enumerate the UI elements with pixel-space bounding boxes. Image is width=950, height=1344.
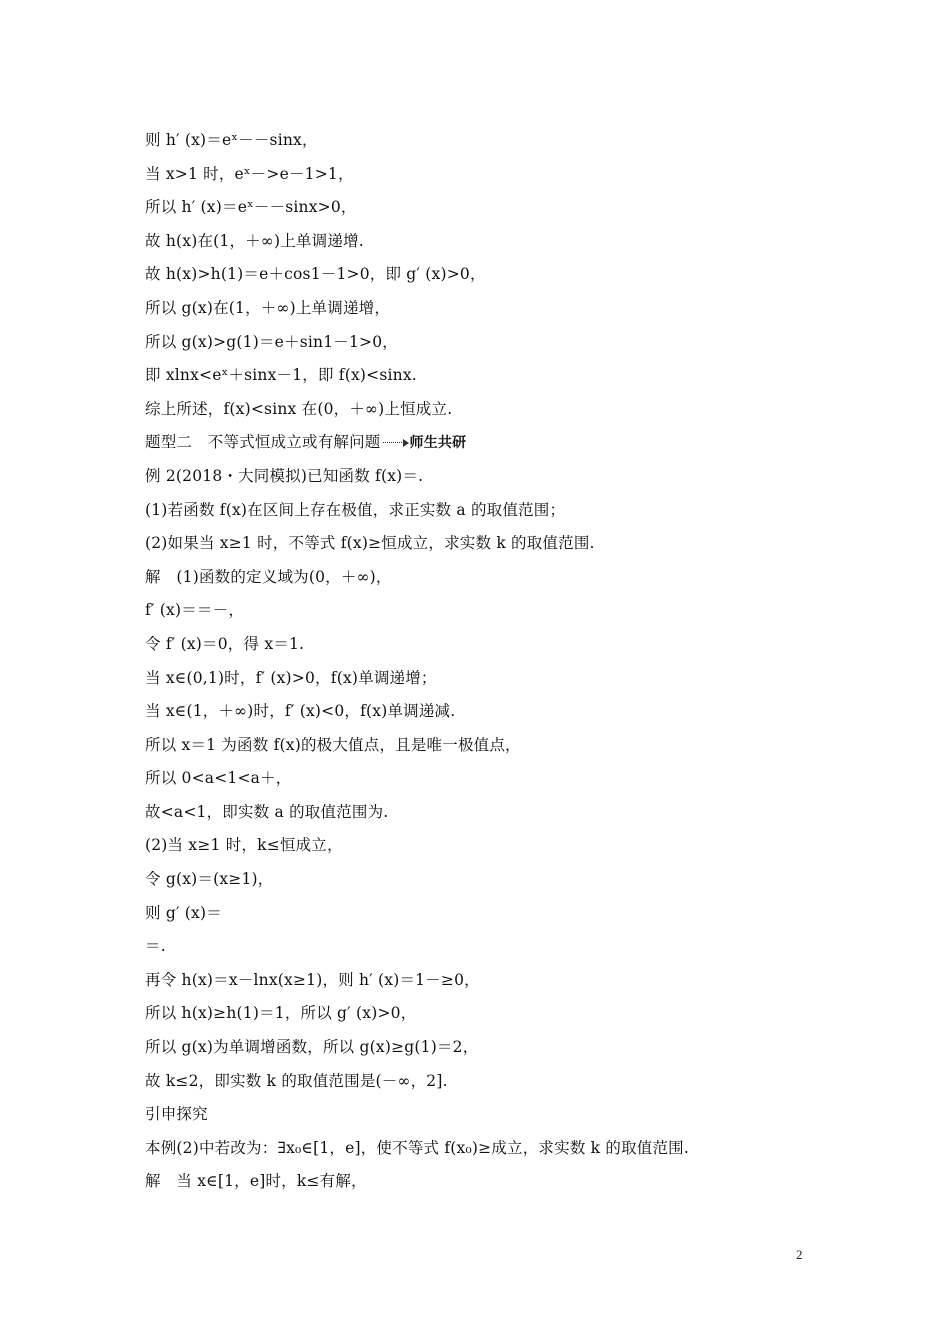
text-line: 所以 h′ (x)＝eˣ－－sinx>0， bbox=[145, 198, 357, 217]
section-tag: 师生共研 bbox=[409, 435, 467, 452]
text-line: ＝. bbox=[145, 937, 166, 956]
text-line: 例 2(2018・大同模拟)已知函数 f(x)＝. bbox=[145, 466, 424, 485]
text-line: 当 x>1 时，eˣ－>e－1>1， bbox=[145, 164, 354, 183]
text-line: 所以 g(x)在(1，＋∞)上单调递增， bbox=[145, 298, 391, 317]
page-number: 2 bbox=[796, 1247, 803, 1262]
section-heading bbox=[145, 426, 845, 460]
text-line: 令 f′ (x)＝0，得 x＝1. bbox=[145, 634, 305, 653]
text-line: 所以 g(x)为单调增函数，所以 g(x)≥g(1)＝2， bbox=[145, 1038, 479, 1057]
text-line: 故 k≤2，即实数 k 的取值范围是(－∞，2]. bbox=[145, 1071, 448, 1090]
text-line: 故 h(x)在(1，＋∞)上单调递增. bbox=[145, 231, 364, 250]
text-line: (2)当 x≥1 时，k≤恒成立， bbox=[145, 836, 343, 855]
text-line: f′ (x)＝＝－， bbox=[145, 601, 245, 620]
dotted-arrow-icon bbox=[383, 438, 409, 448]
text-line: 令 g(x)＝(x≥1)， bbox=[145, 870, 274, 889]
subsection-heading: 引申探究 bbox=[145, 1105, 208, 1124]
text-line: (1)若函数 f(x)在区间上存在极值，求正实数 a 的取值范围； bbox=[145, 500, 566, 519]
text-line: (2)如果当 x≥1 时，不等式 f(x)≥恒成立，求实数 k 的取值范围. bbox=[145, 534, 595, 553]
text-line: 故 h(x)>h(1)＝e＋cos1－1>0，即 g′ (x)>0， bbox=[145, 265, 486, 284]
text-line: 所以 h(x)≥h(1)＝1，所以 g′ (x)>0， bbox=[145, 1004, 417, 1023]
text-line: 解 当 x∈[1，e]时，k≤有解， bbox=[145, 1172, 367, 1191]
text-line: 本例(2)中若改为：∃x₀∈[1，e]，使不等式 f(x₀)≥成立，求实数 k 的取值范围. bbox=[145, 1138, 689, 1157]
text-line: 当 x∈(0,1)时，f′ (x)>0，f(x)单调递增； bbox=[145, 668, 437, 687]
section-heading-text: 题型二 不等式恒成立或有解问题 bbox=[145, 433, 381, 452]
text-line: 综上所述，f(x)<sinx 在(0，＋∞)上恒成立. bbox=[145, 399, 453, 418]
text-line: 即 xlnx<eˣ＋sinx－1，即 f(x)<sinx. bbox=[145, 366, 417, 385]
text-line: 所以 x＝1 为函数 f(x)的极大值点，且是唯一极值点， bbox=[145, 735, 521, 754]
text-line: 则 g′ (x)＝ bbox=[145, 903, 222, 922]
text-line: 当 x∈(1，＋∞)时，f′ (x)<0，f(x)单调递减. bbox=[145, 702, 456, 721]
text-line: 所以 g(x)>g(1)＝e＋sin1－1>0， bbox=[145, 332, 398, 351]
text-line: 再令 h(x)＝x－lnx(x≥1)，则 h′ (x)＝1－≥0， bbox=[145, 970, 480, 989]
page-content bbox=[145, 124, 845, 1199]
text-line: 解 (1)函数的定义域为(0，＋∞)， bbox=[145, 567, 392, 586]
text-line: 故<a<1，即实数 a 的取值范围为. bbox=[145, 802, 389, 821]
text-line: 则 h′ (x)＝eˣ－－sinx， bbox=[145, 131, 318, 149]
text-line: 所以 0<a<1<a＋， bbox=[145, 769, 292, 788]
